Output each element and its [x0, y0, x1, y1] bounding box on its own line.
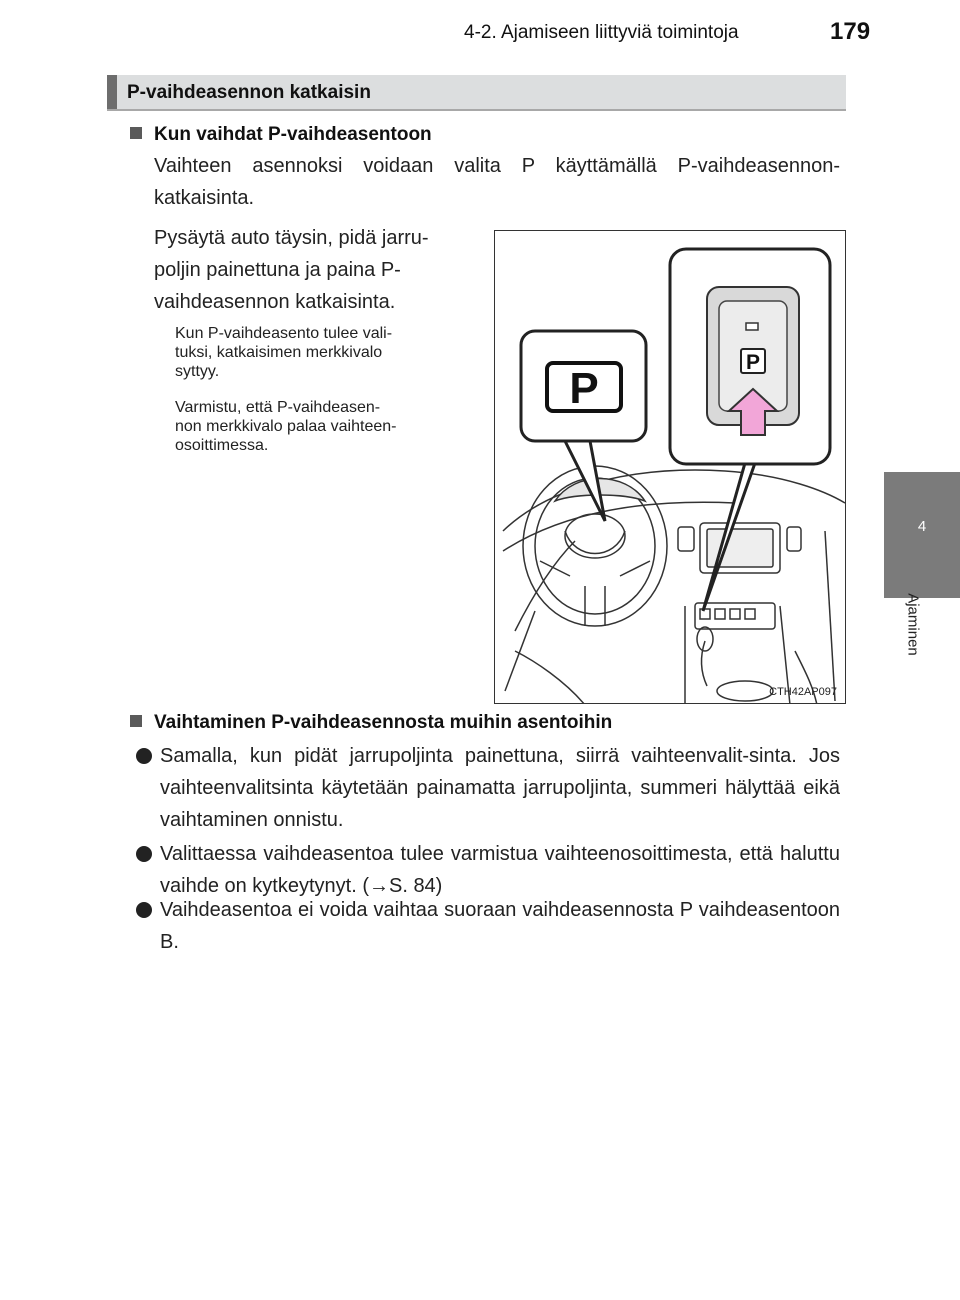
note2-line-3: osoittimessa.	[175, 437, 269, 454]
figure-code: CTH42AP097	[769, 686, 837, 698]
subheading-switch-to-p	[130, 124, 432, 146]
note2-line-2: non merkkivalo palaa vaihteen-	[175, 418, 397, 435]
intro-paragraph: Vaihteen asennoksi voidaan valita P käyttämällä P-vaihdeasennon-katkaisinta.	[154, 155, 840, 209]
subheading-text: Kun vaihdat P-vaihdeasentoon	[154, 124, 432, 145]
bullet-text-3: Vaihdeasentoa ei voida vaihtaa suoraan vaihdeasennosta P vaihdeasentoon B.	[160, 899, 840, 953]
instruction-line-3: vaihdeasennon katkaisinta.	[154, 291, 396, 313]
square-bullet-icon	[130, 127, 142, 139]
dashboard-drawing	[495, 231, 846, 704]
instruction-line-2: poljin painettuna ja paina P-	[154, 259, 401, 281]
section-title: P-vaihdeasennon katkaisin	[127, 82, 371, 103]
bullet-item-3	[136, 894, 840, 958]
bullet-item-2	[136, 838, 840, 902]
note-gear-indicator	[175, 398, 476, 455]
instruction-line-1-text: Pysäytä auto täysin, pidä jarru-	[154, 227, 429, 249]
round-bullet-icon	[136, 846, 152, 862]
note1-line-3: syttyy.	[175, 363, 220, 380]
note1-line-2: tuksi, katkaisimen merkkivalo	[175, 344, 383, 361]
round-bullet-icon	[136, 902, 152, 918]
bullet-text-2: Valittaessa vaihdeasentoa tulee varmistua vaihteenosoittimesta, että haluttu vaihde on kytkeytynyt. (→S. 84)	[160, 843, 840, 897]
chapter-number: 4	[917, 518, 927, 535]
note2-line-1: Varmistu, että P-vaihdeasen-	[175, 399, 381, 416]
title-bar-accent	[107, 75, 117, 109]
bullet-item-1	[136, 740, 840, 836]
note-indicator-light	[175, 324, 476, 381]
right-callout-p-label: P	[745, 351, 761, 374]
instruction-line-1	[154, 222, 476, 254]
running-header-section: 4-2. Ajamiseen liittyviä toimintoja	[464, 22, 739, 43]
instruction-paragraph	[154, 222, 476, 318]
left-callout-p-label: P	[569, 364, 599, 413]
page-number: 179	[830, 18, 871, 45]
chapter-label: Ajaminen	[904, 593, 922, 656]
section-title-bar	[107, 75, 846, 111]
subheading-text: Vaihtaminen P-vaihdeasennosta muihin asentoihin	[154, 712, 613, 733]
p-switch-illustration	[494, 230, 846, 704]
bullet-text-1: Samalla, kun pidät jarrupoljinta painettuna, siirrä vaihteenvalit-sinta. Jos vaihteenvalitsinta käytetään painamatta jarrupoljinta, summeri hälyttää eikä vaihtaminen onnistu.	[160, 745, 840, 831]
round-bullet-icon	[136, 748, 152, 764]
note1-line-1: Kun P-vaihdeasento tulee vali-	[175, 325, 393, 342]
chapter-label-wrap	[904, 580, 920, 670]
square-bullet-icon	[130, 715, 142, 727]
subheading-switch-from-p	[130, 712, 612, 734]
chapter-thumb-tab	[884, 472, 960, 598]
